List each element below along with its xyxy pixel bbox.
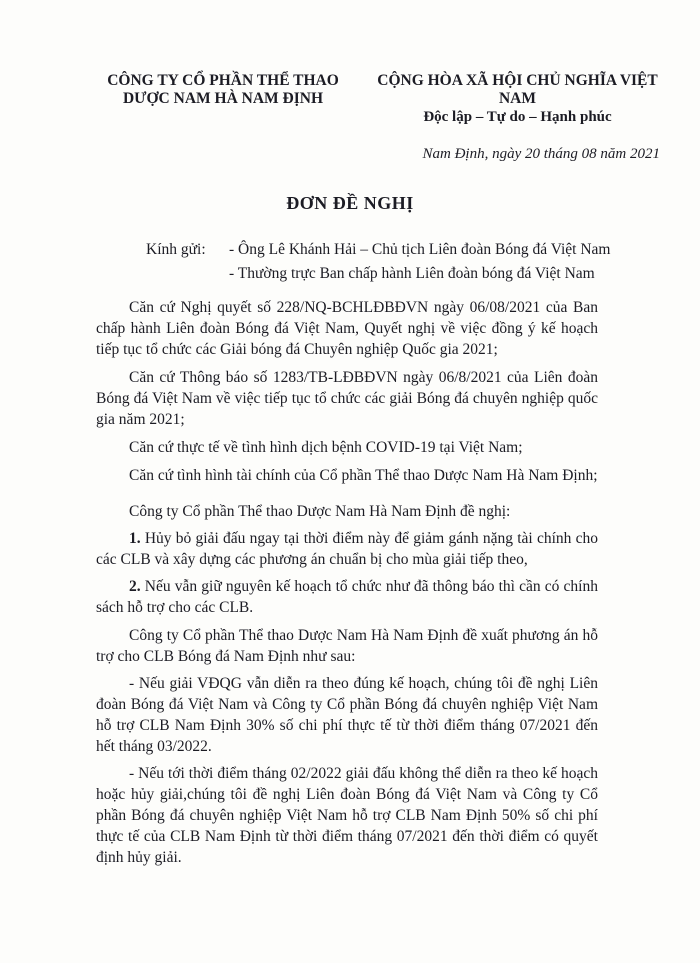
recipient-line-2: - Thường trực Ban chấp hành Liên đoàn bóng đá Việt Nam bbox=[229, 265, 595, 282]
proposal-number: 2. bbox=[129, 578, 141, 595]
company-header bbox=[88, 72, 358, 108]
proposal-number: 1. bbox=[129, 530, 141, 547]
basis-paragraph: Căn cứ thực tế về tình hình dịch bệnh COVID-19 tại Việt Nam; bbox=[129, 439, 523, 456]
nation-name: CỘNG HÒA XÃ HỘI CHỦ NGHĨA VIỆT NAM bbox=[377, 72, 658, 107]
basis-paragraph: Căn cứ Nghị quyết số 228/NQ-BCHLĐBĐVN ngày 06/08/2021 của Ban chấp hành Liên đoàn Bóng đá Việt Nam, Quyết nghị về việc đồng ý kế hoạch tiếp tục tổ chức các Giải bóng đá Chuyên nghiệp Quốc gia 2021; bbox=[96, 299, 598, 358]
document-body bbox=[96, 297, 598, 875]
national-header bbox=[360, 72, 675, 126]
support-item: - Nếu giải VĐQG vẫn diễn ra theo đúng kế hoạch, chúng tôi đề nghị Liên đoàn Bóng đá Việt Nam và Công ty Cổ phần Bóng đá chuyên nghiệp Việt Nam hỗ trợ CLB Nam Định 30% số chi phí thực tế từ thời điểm tháng 07/2021 đến hết tháng 03/2022. bbox=[96, 675, 598, 755]
support-item: - Nếu tới thời điểm tháng 02/2022 giải đấu không thể diễn ra theo kế hoạch hoặc hủy giải,chúng tôi đề nghị Liên đoàn Bóng đá Việt Nam và Công ty Cổ phần Bóng đá chuyên nghiệp Việt Nam hỗ trợ CLB Nam Định 50% số chi phí thực tế của CLB Nam Định từ thời điểm tháng 07/2021 đến thời điểm có quyết định hủy giải. bbox=[96, 765, 598, 866]
proposal-text: Nếu vẫn giữ nguyên kế hoạch tổ chức như đã thông báo thì cần có chính sách hỗ trợ cho các CLB. bbox=[96, 578, 598, 616]
proposal-item bbox=[96, 528, 598, 570]
document-title: ĐƠN ĐỀ NGHỊ bbox=[286, 193, 414, 213]
basis-paragraph: Căn cứ Thông báo số 1283/TB-LĐBĐVN ngày 06/8/2021 của Liên đoàn Bóng đá Việt Nam về việc tiếp tục tổ chức các giải Bóng đá chuyên nghiệp quốc gia năm 2021; bbox=[96, 369, 598, 428]
company-name-line2: DƯỢC NAM HÀ NAM ĐỊNH bbox=[122, 90, 324, 107]
recipient-line-1: - Ông Lê Khánh Hải – Chủ tịch Liên đoàn Bóng đá Việt Nam bbox=[229, 241, 611, 258]
support-intro: Công ty Cổ phần Thể thao Dược Nam Hà Nam Định đề xuất phương án hỗ trợ cho CLB Bóng đá Nam Định như sau: bbox=[96, 627, 598, 665]
basis-paragraph: Căn cứ tình hình tài chính của Cổ phần Thể thao Dược Nam Hà Nam Định; bbox=[129, 467, 598, 484]
date-line: Nam Định, ngày 20 tháng 08 năm 2021 bbox=[422, 146, 660, 162]
proposal-text: Hủy bỏ giải đấu ngay tại thời điểm này để giảm gánh nặng tài chính cho các CLB và xây dựng các phương án chuẩn bị cho mùa giải tiếp theo, bbox=[96, 530, 598, 568]
proposal-intro: Công ty Cổ phần Thể thao Dược Nam Hà Nam Định đề nghị: bbox=[129, 503, 511, 520]
proposal-item bbox=[96, 576, 598, 618]
company-name-line1: CÔNG TY CỔ PHẦN THỂ THAO bbox=[107, 72, 339, 89]
recipient-label: Kính gửi: bbox=[146, 241, 206, 258]
recipient-block bbox=[146, 238, 610, 286]
national-motto: Độc lập – Tự do – Hạnh phúc bbox=[423, 109, 612, 125]
